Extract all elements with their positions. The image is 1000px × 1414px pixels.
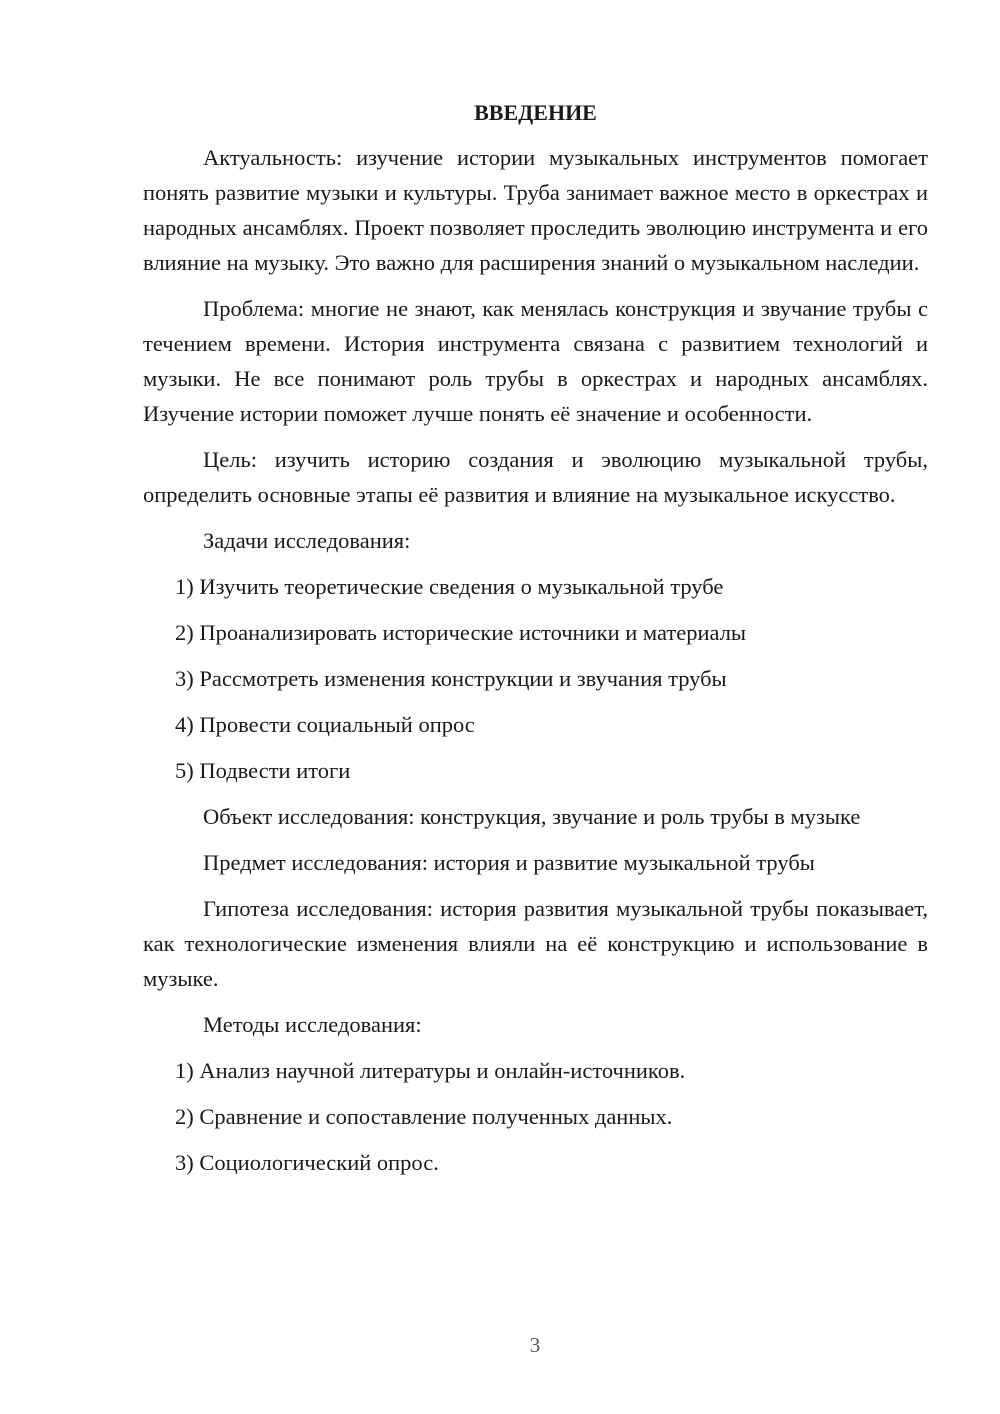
hypothesis-paragraph: Гипотеза исследования: история развития музыкальной трубы показывает, как технологические изменения влияли на её конструкцию и использование в музыке. — [143, 896, 928, 991]
task-item: 4) Провести социальный опрос — [175, 712, 475, 737]
method-item: 3) Социологический опрос. — [175, 1150, 439, 1175]
method-item: 1) Анализ научной литературы и онлайн-источников. — [175, 1058, 686, 1083]
section-heading: ВВЕДЕНИЕ — [474, 100, 597, 125]
goal-paragraph: Цель: изучить историю создания и эволюцию музыкальной трубы, определить основные этапы её развития и влияние на музыкальное искусство. — [143, 447, 928, 507]
task-item: 2) Проанализировать исторические источники и материалы — [175, 620, 747, 645]
page-content — [143, 95, 928, 1191]
problem-paragraph: Проблема: многие не знают, как менялась конструкция и звучание трубы с течением времени. История инструмента связана с развитием технологий и музыки. Не все понимают роль трубы в оркестрах и народных ансамблях. Изучение истории поможет лучше понять её значение и особенности. — [143, 296, 928, 426]
task-item: 1) Изучить теоретические сведения о музыкальной трубе — [175, 574, 724, 599]
method-item: 2) Сравнение и сопоставление полученных данных. — [175, 1104, 673, 1129]
page-number: 3 — [529, 1333, 541, 1357]
relevance-paragraph: Актуальность: изучение истории музыкальных инструментов помогает понять развитие музыки и культуры. Труба занимает важное место в оркестрах и народных ансамблях. Проект позволяет проследить эволюцию инструмента и его влияние на музыку. Это важно для расширения знаний о музыкальном наследии. — [143, 145, 928, 275]
tasks-title: Задачи исследования: — [203, 528, 411, 553]
task-item: 3) Рассмотреть изменения конструкции и звучания трубы — [175, 666, 727, 691]
object-paragraph: Объект исследования: конструкция, звучание и роль трубы в музыке — [203, 804, 861, 829]
task-item: 5) Подвести итоги — [175, 758, 351, 783]
methods-title: Методы исследования: — [203, 1012, 422, 1037]
subject-paragraph: Предмет исследования: история и развитие музыкальной трубы — [203, 850, 815, 875]
